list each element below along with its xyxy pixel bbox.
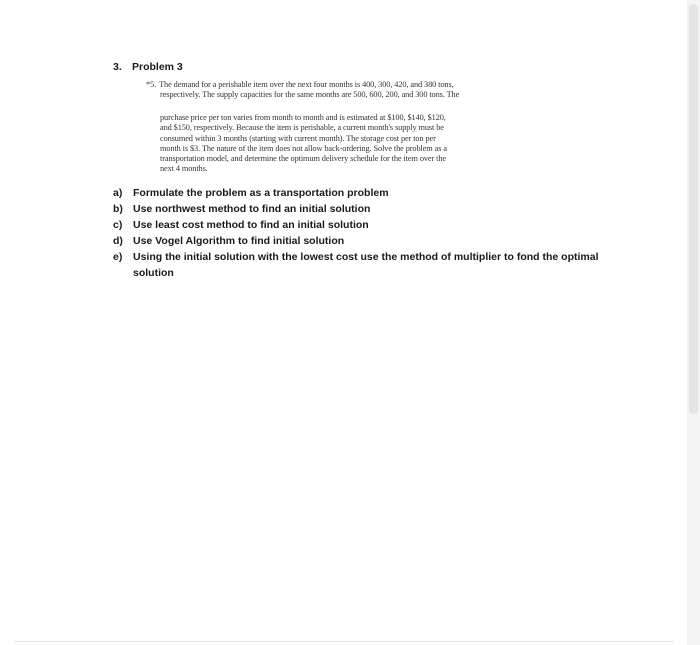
task-item: [113, 218, 369, 233]
excerpt-line: consumed within 3 months (starting with current month). The storage cost per ton per: [160, 134, 436, 143]
task-item: [113, 234, 344, 249]
task-text: Using the initial solution with the lowest cost use the method of multiplier to fond the optimal: [133, 251, 599, 263]
problem-heading: [113, 60, 183, 74]
task-text: Formulate the problem as a transportation problem: [133, 187, 389, 199]
excerpt-line: next 4 months.: [160, 164, 208, 173]
task-item: [113, 202, 370, 217]
excerpt-line: purchase price per ton varies from month to month and is estimated at $100, $140, $120,: [160, 113, 446, 122]
excerpt-line: transportation model, and determine the optimum delivery schedule for the item over the: [160, 154, 446, 163]
task-letter: a): [113, 187, 123, 199]
task-letter: c): [113, 219, 123, 231]
excerpt-line: and $150, respectively. Because the item is perishable, a current month's supply must be: [160, 123, 444, 132]
task-text-continuation: solution: [133, 267, 174, 279]
task-letter: d): [113, 235, 123, 247]
task-text: Use northwest method to find an initial solution: [133, 203, 371, 215]
problem-title: Problem 3: [132, 61, 183, 73]
task-letter: b): [113, 203, 123, 215]
excerpt-number: *5.: [146, 80, 157, 89]
excerpt-line: month is $3. The nature of the item does not allow back-ordering. Solve the problem as a: [160, 144, 447, 153]
excerpt-line: *5. The demand for a perishable item over the next four months is 400, 300, 420, and 380 tons,: [146, 80, 454, 89]
scrollbar-thumb[interactable]: [689, 4, 698, 414]
problem-number: 3.: [113, 61, 122, 73]
excerpt-line: respectively. The supply capacities for the same months are 500, 600, 200, and 300 tons. The: [160, 90, 460, 99]
task-letter: e): [113, 251, 123, 263]
task-item: [113, 250, 599, 265]
page-bottom-divider: [14, 641, 674, 642]
task-item: [113, 186, 389, 201]
task-text: Use least cost method to find an initial solution: [133, 219, 369, 231]
task-text: Use Vogel Algorithm to find initial solution: [133, 235, 345, 247]
